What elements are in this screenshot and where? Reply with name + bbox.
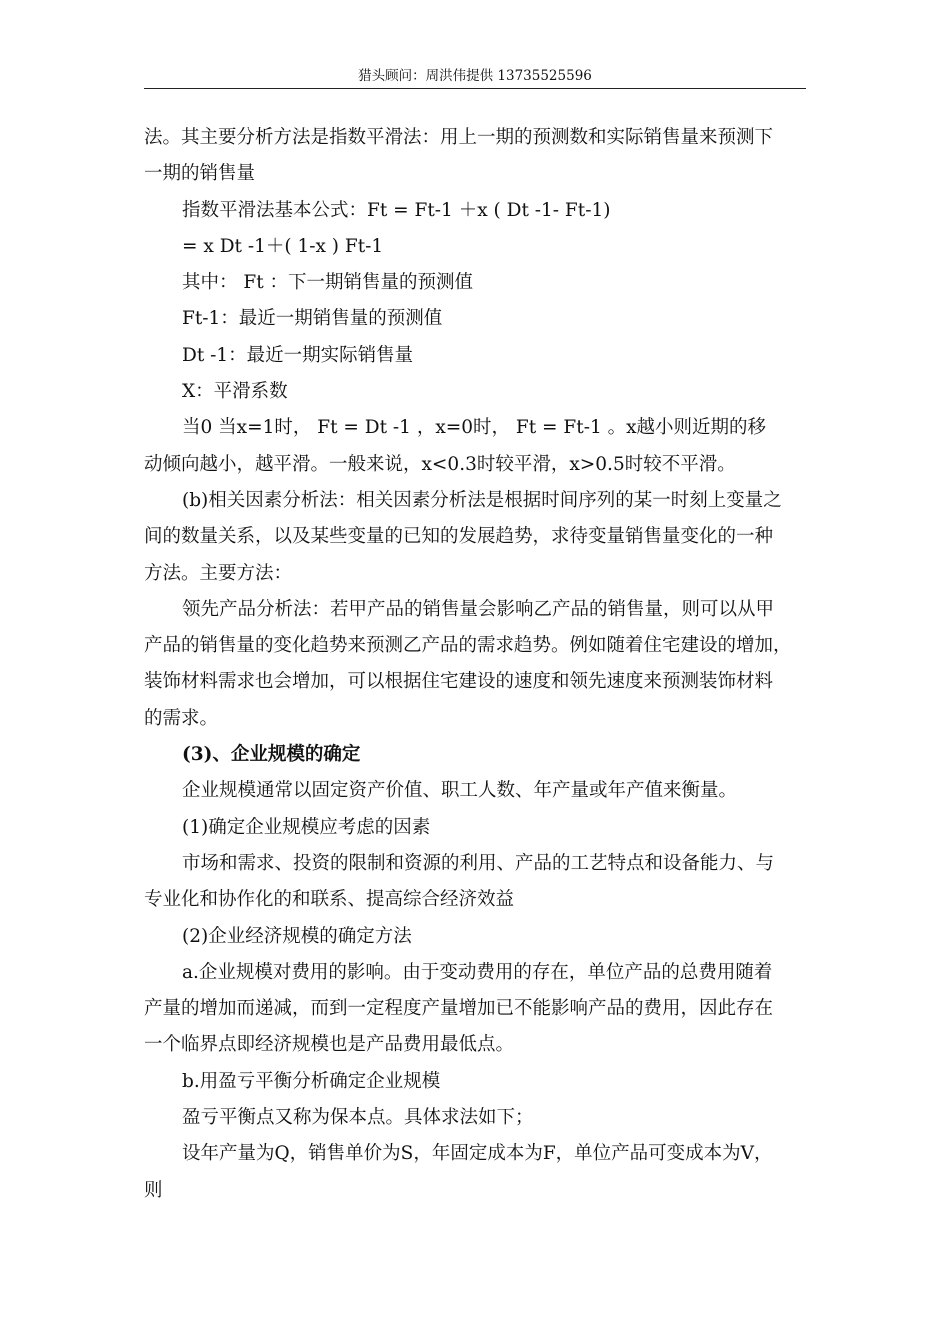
text-line: Ft-1：最近一期销售量的预测值 [182,308,443,330]
text-line: 产品的销售量的变化趋势来预测乙产品的需求趋势。例如随着住宅建设的增加， [144,635,792,657]
text-line: 企业规模通常以固定资产价值、职工人数、年产量或年产值来衡量。 [182,780,738,802]
text-line: 其中： Ft ：下一期销售量的预测值 [182,272,474,294]
text-line: 领先产品分析法：若甲产品的销售量会影响乙产品的销售量，则可以从甲 [182,598,775,620]
text-line: 指数平滑法基本公式：Ft = Ft-1 ＋x ( Dt -1- Ft-1) [182,199,611,221]
text-line: X：平滑系数 [182,381,288,403]
text-line: (b)相关因素分析法：相关因素分析法是根据时间序列的某一时刻上变量之 [182,489,782,511]
text-line: 设年产量为Q，销售单价为S，年固定成本为F，单位产品可变成本为V， [182,1143,773,1165]
text-line: Dt -1：最近一期实际销售量 [182,344,414,366]
text-line: (2)企业经济规模的确定方法 [182,925,412,947]
text-line: 产量的增加而递减，而到一定程度产量增加已不能影响产品的费用，因此存在 [144,998,774,1020]
text-line: b.用盈亏平衡分析确定企业规模 [182,1070,441,1092]
text-line: 一期的销售量 [144,163,256,185]
page-header: 猎头顾问：周洪伟提供 13735525596 [144,68,806,89]
text-line: 市场和需求、投资的限制和资源的利用、产品的工艺特点和设备能力、与 [182,852,775,874]
text-line: = x Dt -1＋( 1-x ) Ft-1 [182,235,384,257]
text-line: (1)确定企业规模应考虑的因素 [182,816,431,838]
text-line: 当0 当x=1时， Ft = Dt -1 ，x=0时， Ft = Ft-1 。x越小则近期的移 [182,417,767,439]
text-line: 方法。主要方法： [144,562,293,584]
text-line: 专业化和协作化的和联系、提高综合经济效益 [144,889,515,911]
text-line: 动倾向越小，越平滑。一般来说，x<0.3时较平滑，x>0.5时较不平滑。 [144,453,736,475]
text-line: 的需求。 [144,707,219,729]
section-heading: (3)、企业规模的确定 [182,744,361,766]
text-line: 则 [144,1179,163,1201]
text-line: 装饰材料需求也会增加，可以根据住宅建设的速度和领先速度来预测装饰材料 [144,671,774,693]
text-line: 法。其主要分析方法是指数平滑法：用上一期的预测数和实际销售量来预测下 [144,127,774,148]
text-line: a.企业规模对费用的影响。由于变动费用的存在，单位产品的总费用随着 [182,961,773,983]
text-line: 一个临界点即经济规模也是产品费用最低点。 [144,1034,515,1056]
document-body [144,120,814,1209]
text-line: 盈亏平衡点又称为保本点。具体求法如下； [182,1107,534,1129]
text-line: 间的数量关系，以及某些变量的已知的发展趋势，求待变量销售量变化的一种 [144,526,774,548]
